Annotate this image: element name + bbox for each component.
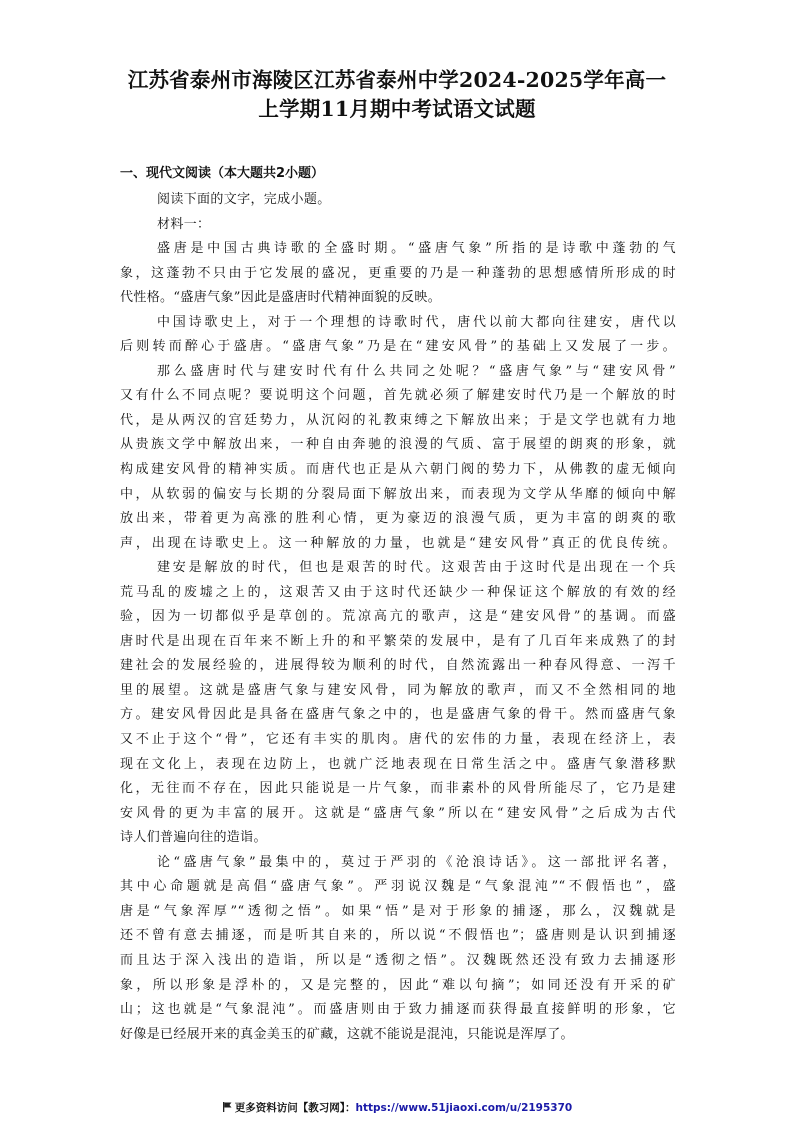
text-line: 放出来，带着更为高涨的胜利心情，更为豪迈的浪漫气质，更为丰富的朗爽的歌 [120, 511, 676, 527]
text-line: 又不止于这个“骨”，它还有丰实的肌肉。唐代的宏伟的力量，表现在经济上，表 [120, 732, 676, 748]
text-line: 从贵族文学中解放出来，一种自由奔驰的浪漫的气质、富于展望的朗爽的形象，就 [120, 437, 676, 453]
text-line: 盛唐是中国古典诗歌的全盛时期。“盛唐气象”所指的是诗歌中蓬勃的气 [157, 241, 676, 257]
text-line: 代，是从两汉的宫廷势力，从沉闷的礼教束缚之下解放出来；于是文学也就有力地 [120, 412, 676, 428]
text-line: 验，因为一切都似乎是草创的。荒凉高亢的歌声，这是“建安风骨”的基调。而盛 [120, 609, 676, 625]
text-line: 构成建安风骨的精神实质。而唐代也正是从六朝门阀的势力下，从佛教的虚无倾向 [120, 462, 676, 478]
section-heading: 一、现代文阅读（本大题共2小题） [120, 166, 325, 181]
text-line: 山；这也就是“气象混沌”。而盛唐则由于致力捕逐而获得最直接鲜明的形象，它 [120, 1002, 676, 1018]
passage-text [120, 237, 676, 1047]
text-line: 里的展望。这就是盛唐气象与建安风骨，同为解放的歌声，而又不全然相同的地 [120, 682, 676, 698]
title-line-2: 上学期11月期中考试语文试题 [258, 97, 536, 121]
text-line: 现在文化上，表现在边防上，也就广泛地表现在日常生活之中。盛唐气象潜移默 [120, 756, 676, 772]
text-line: 唐时代是出现在百年来不断上升的和平繁荣的发展中，是有了几百年来成熟了的封 [120, 633, 676, 649]
text-line: 声，出现在诗歌史上。这一种解放的力量，也就是“建安风骨”真正的优良传统。 [120, 535, 676, 551]
text-line: 中，从软弱的偏安与长期的分裂局面下解放出来，而表现为文学从华靡的倾向中解 [120, 486, 676, 502]
text-line: 后则转而醉心于盛唐。“盛唐气象”乃是在“建安风骨”的基础上又发展了一步。 [120, 339, 676, 355]
text-line: 建社会的发展经验的，进展得较为顺利的时代，自然流露出一种春风得意、一泻千 [120, 658, 676, 674]
footer [0, 1100, 794, 1115]
text-line: 其中心命题就是高倡“盛唐气象”。严羽说汉魏是“气象混沌”“不假悟也”，盛 [120, 879, 676, 895]
text-line: 建安是解放的时代，但也是艰苦的时代。这艰苦由于这时代是出现在一个兵 [157, 560, 676, 576]
document-title [100, 66, 694, 124]
text-line: 诗人们普遍向往的造诣。 [120, 830, 267, 846]
text-line: 而且达于深入浅出的造诣，所以是“透彻之悟”。汉魏既然还没有致力去捕逐形 [120, 952, 676, 968]
text-line: 那么盛唐时代与建安时代有什么共同之处呢？“盛唐气象”与“建安风骨” [157, 363, 676, 379]
footer-link[interactable]: https://www.51jiaoxi.com/u/2195370 [355, 1102, 573, 1114]
text-line: 代性格。“盛唐气象”因此是盛唐时代精神面貌的反映。 [120, 290, 442, 306]
text-line: 荒马乱的废墟之上的，这艰苦又由于这时代还缺少一种保证这个解放的有效的经 [120, 584, 676, 600]
flag-icon [222, 1102, 232, 1112]
text-line: 又有什么不同点呢？要说明这个问题，首先就必须了解建安时代乃是一个解放的时 [120, 388, 676, 404]
instruction-line: 阅读下面的文字，完成小题。 [157, 192, 331, 207]
material-label: 材料一： [157, 216, 211, 232]
text-line: 象，这蓬勃不只由于它发展的盛况，更重要的乃是一种蓬勃的思想感情所形成的时 [120, 265, 676, 281]
text-line: 中国诗歌史上，对于一个理想的诗歌时代，唐代以前大都向往建安，唐代以 [157, 314, 676, 330]
text-line: 方。建安风骨因此是具备在盛唐气象之中的，也是盛唐气象的骨干。然而盛唐气象 [120, 707, 676, 723]
text-line: 论“盛唐气象”最集中的，莫过于严羽的《沧浪诗话》。这一部批评名著， [157, 854, 676, 870]
text-line: 安风骨的更为丰富的展开。这就是“盛唐气象”所以在“建安风骨”之后成为古代 [120, 805, 676, 821]
text-line: 好像是已经展开来的真金美玉的矿藏，这就不能说是混沌，只能说是浑厚了。 [120, 1026, 574, 1042]
title-line-1: 江苏省泰州市海陵区江苏省泰州中学2024-2025学年高一 [127, 68, 667, 92]
text-line: 象，所以形象是浮朴的，又是完整的，因此“难以句摘”；如同还没有开采的矿 [120, 977, 676, 993]
text-line: 唐是“气象浑厚”“透彻之悟”。如果“悟”是对于形象的捕逐，那么，汉魏就是 [120, 903, 676, 919]
text-line: 还不曾有意去捕逐，而是听其自来的，所以说“不假悟也”；盛唐则是认识到捕逐 [120, 928, 676, 944]
text-line: 化，无往而不存在，因此只能说是一片气象，而非素朴的风骨所能尽了，它乃是建 [120, 781, 676, 797]
footer-label: 更多资料访问【教习网】： [234, 1102, 356, 1114]
passage-body [120, 188, 676, 1047]
